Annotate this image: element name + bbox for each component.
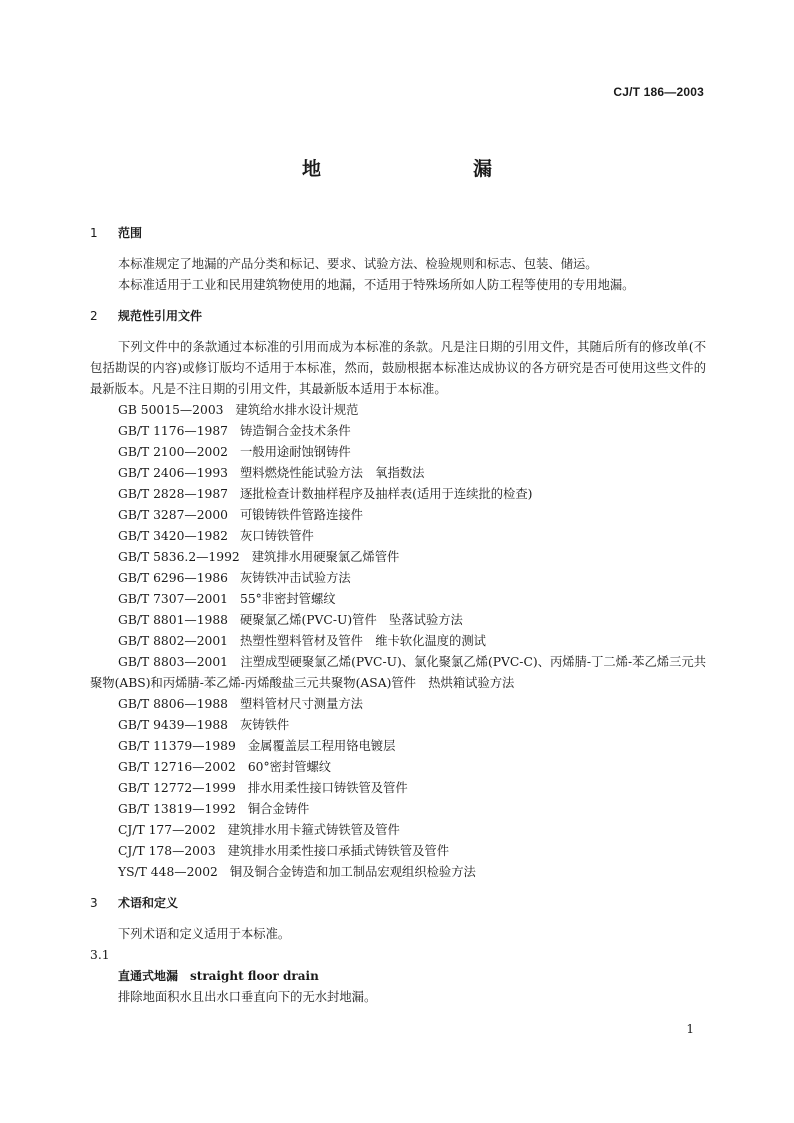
reference-code: GB/T 2828—1987 — [118, 487, 228, 501]
reference-code: GB/T 2100—2002 — [118, 445, 228, 459]
reference-list — [90, 694, 706, 883]
reference-item — [90, 631, 706, 652]
reference-title: 灰口铸铁管件 — [240, 529, 314, 543]
section-3-heading — [90, 893, 706, 914]
reference-code: GB/T 2406—1993 — [118, 466, 228, 480]
section-number: 1 — [90, 226, 98, 240]
reference-item — [90, 610, 706, 631]
reference-title: 塑料燃烧性能试验方法 氧指数法 — [240, 466, 425, 480]
reference-title: 排水用柔性接口铸铁管及管件 — [247, 781, 408, 795]
definition: 排除地面积水且出水口垂直向下的无水封地漏。 — [118, 990, 377, 1004]
section-title: 范围 — [118, 226, 143, 240]
reference-title: 建筑排水用柔性接口承插式铸铁管及管件 — [227, 844, 450, 858]
reference-item — [90, 841, 706, 862]
reference-item — [90, 568, 706, 589]
reference-code: GB/T 3420—1982 — [118, 529, 228, 543]
reference-item — [90, 505, 706, 526]
reference-code: CJ/T 177—2002 — [118, 823, 216, 837]
reference-title: 一般用途耐蚀钢铸件 — [240, 445, 351, 459]
reference-item — [90, 694, 706, 715]
reference-title: 灰铸铁件 — [240, 718, 290, 732]
term — [90, 966, 706, 987]
reference-code: GB/T 12772—1999 — [118, 781, 236, 795]
reference-title: 建筑给水排水设计规范 — [235, 403, 359, 417]
reference-item — [90, 526, 706, 547]
reference-code: GB/T 11379—1989 — [118, 739, 236, 753]
reference-list — [90, 400, 706, 652]
document-title: 地 漏 — [301, 158, 530, 180]
subsection-number: 3.1 — [90, 948, 110, 962]
term-english: straight floor drain — [190, 969, 319, 983]
paragraph: 本标准规定了地漏的产品分类和标记、要求、试验方法、检验规则和标志、包装、储运。 — [118, 257, 598, 271]
section-title: 规范性引用文件 — [118, 309, 203, 323]
reference-code: GB/T 5836.2—1992 — [118, 550, 240, 564]
reference-title: 铜及铜合金铸造和加工制品宏观组织检验方法 — [229, 865, 476, 879]
paragraph: 下列文件中的条款通过本标准的引用而成为本标准的条款。凡是注日期的引用文件，其随后所有的修改单(不包括勘误的内容)或修订版均不适用于本标准，然而，鼓励根据本标准达成协议的各方研究是否可使用这些文件的最新版本。凡是不注日期的引用文件，其最新版本适用于本标准。 — [90, 340, 706, 396]
page-number: 1 — [686, 1022, 694, 1036]
section-number: 3 — [90, 896, 98, 910]
reference-item — [90, 421, 706, 442]
reference-code: GB/T 13819—1992 — [118, 802, 236, 816]
reference-code: GB/T 8802—2001 — [118, 634, 228, 648]
reference-code: GB/T 1176—1987 — [118, 424, 228, 438]
reference-title: 灰铸铁冲击试验方法 — [240, 571, 351, 585]
reference-item — [90, 484, 706, 505]
reference-title: 铸造铜合金技术条件 — [240, 424, 351, 438]
term-chinese: 直通式地漏 — [118, 969, 179, 983]
reference-code: GB/T 8806—1988 — [118, 697, 228, 711]
reference-code: GB/T 7307—2001 — [118, 592, 228, 606]
reference-code: GB/T 6296—1986 — [118, 571, 228, 585]
reference-code: CJ/T 178—2003 — [118, 844, 216, 858]
reference-title: 55°非密封管螺纹 — [240, 592, 336, 606]
section-number: 2 — [90, 309, 98, 323]
reference-item — [90, 778, 706, 799]
reference-item — [90, 799, 706, 820]
reference-code: GB 50015—2003 — [118, 403, 224, 417]
reference-code: GB/T 3287—2000 — [118, 508, 228, 522]
reference-title: 金属覆盖层工程用铬电镀层 — [247, 739, 396, 753]
paragraph: 下列术语和定义适用于本标准。 — [118, 927, 291, 941]
reference-item — [90, 547, 706, 568]
section-title: 术语和定义 — [118, 896, 179, 910]
reference-item-long: GB/T 8803—2001 注塑成型硬聚氯乙烯(PVC-U)、氯化聚氯乙烯(PVC-C)、丙烯腈-丁二烯-苯乙烯三元共聚物(ABS)和丙烯腈-苯乙烯-丙烯酸盐三元共聚物(ASA)管件 热烘箱试验方法 — [90, 655, 706, 690]
reference-title: 建筑排水用卡箍式铸铁管及管件 — [227, 823, 400, 837]
paragraph: 本标准适用于工业和民用建筑物使用的地漏，不适用于特殊场所如人防工程等使用的专用地漏。 — [118, 278, 635, 292]
standard-code: CJ/T 186—2003 — [613, 85, 704, 99]
reference-code: GB/T 8801—1988 — [118, 613, 228, 627]
reference-item — [90, 757, 706, 778]
reference-title: 硬聚氯乙烯(PVC-U)管件 坠落试验方法 — [240, 613, 463, 627]
reference-code: GB/T 9439—1988 — [118, 718, 228, 732]
section-2-heading — [90, 306, 706, 327]
reference-title: 建筑排水用硬聚氯乙烯管件 — [251, 550, 400, 564]
reference-item — [90, 463, 706, 484]
section-1-heading — [90, 223, 706, 244]
reference-title: 可锻铸铁件管路连接件 — [240, 508, 363, 522]
reference-title: 60°密封管螺纹 — [247, 760, 332, 774]
reference-title: 热塑性塑料管材及管件 维卡软化温度的测试 — [240, 634, 486, 648]
reference-item — [90, 442, 706, 463]
reference-title: 塑料管材尺寸测量方法 — [240, 697, 363, 711]
reference-item — [90, 736, 706, 757]
reference-item — [90, 589, 706, 610]
reference-item — [90, 820, 706, 841]
reference-item — [90, 862, 706, 883]
reference-item — [90, 715, 706, 736]
document-body — [90, 223, 706, 1008]
reference-item — [90, 400, 706, 421]
reference-code: GB/T 12716—2002 — [118, 760, 236, 774]
reference-title: 逐批检查计数抽样程序及抽样表(适用于连续批的检查) — [240, 487, 533, 501]
reference-title: 铜合金铸件 — [247, 802, 310, 816]
reference-code: YS/T 448—2002 — [118, 865, 218, 879]
